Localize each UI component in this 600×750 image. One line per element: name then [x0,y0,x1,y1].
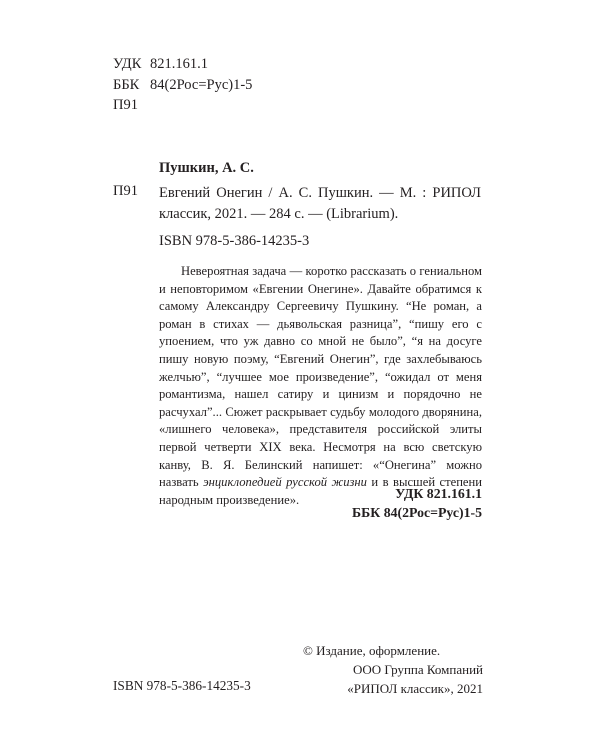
author-name: Пушкин, А. С. [159,160,254,176]
isbn-bottom: ISBN 978-5-386-14235-3 [113,678,251,693]
annotation-text-1: Невероятная задача — коротко рассказать о гениальном и неповторимом «Евгении Онегине». Давайте обратимся к самому Александру Сергеевичу Пушкину. “Не роман, а роман в стихах — дьявольская разница”, “пишу его с упоением, что уж давно со мной не было”, “я на досуге пишу новую поэму, “Евгений Онегин”, где захлебываюсь желчью”, “лучшее мое произведение”, “ожидал от меня романтизма, нашел сатиру и цинизм и порядочно не расчухал”... Сюжет раскрывает судьбу молодого дворянина, «лишнего человека», представителя российской элиты первой четверти XIX века. Несмотря на всю светскую канву, В. Я. Белинский напишет: «“Онегина” можно назвать [159,264,482,490]
udk-bottom: УДК 821.161.1 [395,486,482,501]
bbk-value: 84(2Рос=Рус)1-5 [150,76,253,93]
bbk-bottom: ББК 84(2Рос=Рус)1-5 [352,505,482,520]
udk-row [113,54,252,75]
author-sign-record: П91 [113,183,138,199]
classification-codes-bottom [352,484,482,522]
annotation [159,263,482,509]
annotation-italic: энциклопедией русской жизни [203,475,367,490]
bbk-label: ББК [113,76,140,93]
copyright-line-2: ООО Группа Компаний [353,662,483,677]
isbn-record: ISBN 978-5-386-14235-3 [159,233,310,249]
bibliographic-record: Евгений Онегин / А. С. Пушкин. — М. : РИПОЛ классик, 2021. — 284 с. — (Librarium). [159,185,481,222]
classification-codes [113,54,252,116]
bbk-row [113,75,252,96]
copyright-line-1: © Издание, оформление. [303,643,441,658]
author-sign: П91 [113,97,138,113]
annotation-text-2: и в высшей степени народным произведение». [159,475,483,507]
copyright-block [303,641,483,698]
copyright-line-3: «РИПОЛ классик», 2021 [347,681,483,696]
udk-label: УДК [113,56,142,72]
udk-value: 821.161.1 [150,56,208,72]
